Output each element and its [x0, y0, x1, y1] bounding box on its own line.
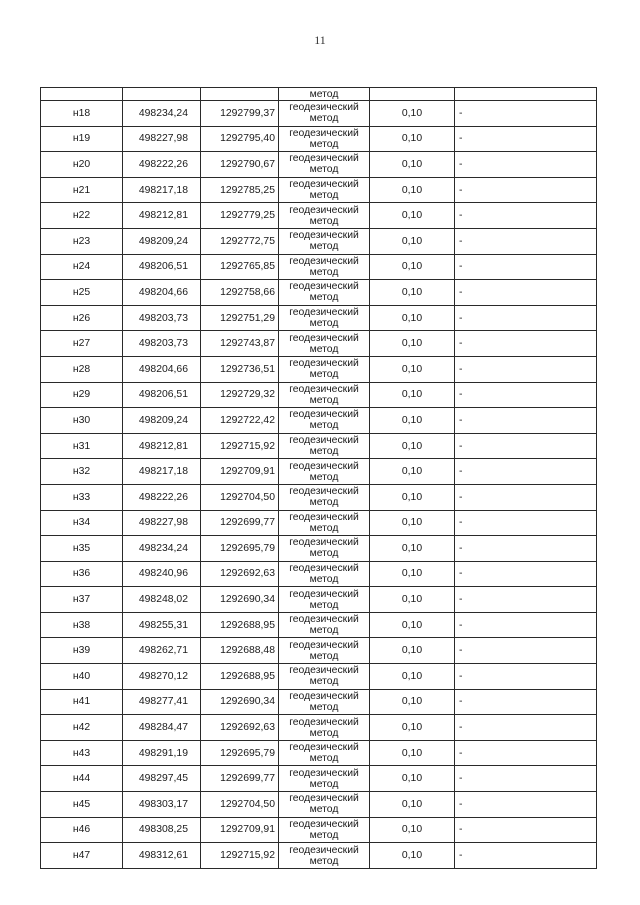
note-cell: -: [455, 459, 597, 485]
y-coordinate-cell: 1292765,85: [201, 254, 279, 280]
y-coordinate-cell: 1292709,91: [201, 459, 279, 485]
note-cell: -: [455, 484, 597, 510]
note-cell: -: [455, 638, 597, 664]
note-cell: -: [455, 715, 597, 741]
method-line-2: метод: [309, 420, 339, 432]
x-coordinate-cell: 498212,81: [123, 433, 201, 459]
method-line-1: геодезический: [289, 153, 359, 165]
method-line-2: метод: [309, 727, 339, 739]
method-line-2: метод: [309, 855, 339, 867]
method-cell: [279, 331, 370, 357]
y-coordinate-cell: 1292785,25: [201, 177, 279, 203]
y-coordinate-cell: 1292695,79: [201, 740, 279, 766]
table-row: [41, 280, 597, 306]
method-line-2: метод: [309, 190, 339, 202]
method-line-2: метод: [309, 241, 339, 253]
point-cell: н26: [41, 305, 123, 331]
table-row: [41, 817, 597, 843]
table-row: [41, 356, 597, 382]
point-cell: [41, 88, 123, 101]
method-line-1: геодезический: [289, 179, 359, 191]
y-coordinate-cell: 1292699,77: [201, 766, 279, 792]
error-cell: 0,10: [370, 152, 455, 178]
error-cell: 0,10: [370, 280, 455, 306]
y-coordinate-cell: 1292729,32: [201, 382, 279, 408]
method-line-2: метод: [309, 215, 339, 227]
table-row: [41, 228, 597, 254]
y-coordinate-cell: 1292688,95: [201, 664, 279, 690]
error-cell: 0,10: [370, 638, 455, 664]
method-cell: [279, 561, 370, 587]
note-cell: -: [455, 561, 597, 587]
note-cell: -: [455, 101, 597, 127]
method-cell: метод: [279, 88, 370, 101]
table-row: [41, 203, 597, 229]
error-cell: 0,10: [370, 612, 455, 638]
note-cell: -: [455, 408, 597, 434]
error-cell: 0,10: [370, 510, 455, 536]
error-cell: 0,10: [370, 817, 455, 843]
method-cell: [279, 536, 370, 562]
x-coordinate-cell: 498297,45: [123, 766, 201, 792]
error-cell: 0,10: [370, 228, 455, 254]
method-line-1: геодезический: [289, 716, 359, 728]
method-line-2: метод: [309, 599, 339, 611]
table-row: [41, 331, 597, 357]
note-cell: -: [455, 203, 597, 229]
method-cell: [279, 280, 370, 306]
table-row: [41, 638, 597, 664]
x-coordinate-cell: 498227,98: [123, 510, 201, 536]
note-cell: -: [455, 843, 597, 869]
method-cell: [279, 612, 370, 638]
x-coordinate-cell: 498212,81: [123, 203, 201, 229]
note-cell: -: [455, 356, 597, 382]
point-cell: н27: [41, 331, 123, 357]
table-row: [41, 612, 597, 638]
method-cell: [279, 433, 370, 459]
error-cell: 0,10: [370, 331, 455, 357]
table-row: [41, 766, 597, 792]
method-line-2: метод: [309, 522, 339, 534]
method-line-1: геодезический: [289, 307, 359, 319]
x-coordinate-cell: 498206,51: [123, 382, 201, 408]
method-cell: [279, 177, 370, 203]
point-cell: н39: [41, 638, 123, 664]
x-coordinate-cell: 498227,98: [123, 126, 201, 152]
y-coordinate-cell: 1292715,92: [201, 843, 279, 869]
table-row: [41, 561, 597, 587]
point-cell: н19: [41, 126, 123, 152]
table-row: [41, 459, 597, 485]
y-coordinate-cell: 1292772,75: [201, 228, 279, 254]
method-line-1: геодезический: [289, 230, 359, 242]
method-line-2: метод: [309, 369, 339, 381]
method-line-1: геодезический: [289, 281, 359, 293]
method-cell: [279, 817, 370, 843]
note-cell: -: [455, 510, 597, 536]
method-line-2: метод: [309, 446, 339, 458]
point-cell: н28: [41, 356, 123, 382]
table-row: [41, 689, 597, 715]
method-line-1: геодезический: [289, 793, 359, 805]
method-line-1: геодезический: [289, 639, 359, 651]
y-coordinate-cell: 1292799,37: [201, 101, 279, 127]
method-line-2: метод: [309, 292, 339, 304]
point-cell: н25: [41, 280, 123, 306]
method-cell: [279, 689, 370, 715]
y-coordinate-cell: [201, 88, 279, 101]
point-cell: н47: [41, 843, 123, 869]
y-coordinate-cell: 1292758,66: [201, 280, 279, 306]
method-line-1: геодезический: [289, 767, 359, 779]
y-coordinate-cell: 1292688,48: [201, 638, 279, 664]
y-coordinate-cell: 1292690,34: [201, 587, 279, 613]
x-coordinate-cell: 498217,18: [123, 459, 201, 485]
method-line-2: метод: [309, 804, 339, 816]
method-cell: [279, 305, 370, 331]
coordinates-table: [40, 87, 597, 869]
note-cell: -: [455, 228, 597, 254]
point-cell: н38: [41, 612, 123, 638]
method-line-1: геодезический: [289, 742, 359, 754]
method-cell: [279, 101, 370, 127]
x-coordinate-cell: 498277,41: [123, 689, 201, 715]
table-row: [41, 715, 597, 741]
error-cell: 0,10: [370, 740, 455, 766]
method-line-2: метод: [309, 394, 339, 406]
error-cell: 0,10: [370, 126, 455, 152]
method-line-1: геодезический: [289, 511, 359, 523]
method-cell: [279, 792, 370, 818]
method-line-2: метод: [309, 650, 339, 662]
y-coordinate-cell: 1292704,50: [201, 792, 279, 818]
note-cell: -: [455, 792, 597, 818]
error-cell: 0,10: [370, 792, 455, 818]
point-cell: н46: [41, 817, 123, 843]
note-cell: -: [455, 152, 597, 178]
method-cell: [279, 638, 370, 664]
x-coordinate-cell: 498203,73: [123, 331, 201, 357]
error-cell: 0,10: [370, 305, 455, 331]
error-cell: 0,10: [370, 843, 455, 869]
point-cell: н18: [41, 101, 123, 127]
method-cell: [279, 587, 370, 613]
error-cell: 0,10: [370, 766, 455, 792]
table-row: [41, 177, 597, 203]
x-coordinate-cell: 498291,19: [123, 740, 201, 766]
point-cell: н20: [41, 152, 123, 178]
method-line-2: метод: [309, 676, 339, 688]
table-row: [41, 152, 597, 178]
method-line-1: геодезический: [289, 460, 359, 472]
note-cell: -: [455, 664, 597, 690]
note-cell: -: [455, 433, 597, 459]
method-line-2: метод: [309, 318, 339, 330]
point-cell: н40: [41, 664, 123, 690]
point-cell: н41: [41, 689, 123, 715]
method-line-1: геодезический: [289, 486, 359, 498]
note-cell: -: [455, 817, 597, 843]
method-line-2: метод: [309, 573, 339, 585]
method-line-1: геодезический: [289, 562, 359, 574]
method-cell: [279, 408, 370, 434]
x-coordinate-cell: 498204,66: [123, 356, 201, 382]
method-line-2: метод: [309, 471, 339, 483]
error-cell: 0,10: [370, 536, 455, 562]
y-coordinate-cell: 1292692,63: [201, 561, 279, 587]
method-line-1: геодезический: [289, 844, 359, 856]
method-line-1: геодезический: [289, 127, 359, 139]
method-line-1: геодезический: [289, 255, 359, 267]
x-coordinate-cell: 498262,71: [123, 638, 201, 664]
point-cell: н33: [41, 484, 123, 510]
method-cell: [279, 382, 370, 408]
note-cell: -: [455, 740, 597, 766]
y-coordinate-cell: 1292722,42: [201, 408, 279, 434]
method-cell: [279, 126, 370, 152]
table-row: [41, 536, 597, 562]
error-cell: 0,10: [370, 664, 455, 690]
point-cell: н34: [41, 510, 123, 536]
table-row: [41, 484, 597, 510]
x-coordinate-cell: 498204,66: [123, 280, 201, 306]
table-row: [41, 126, 597, 152]
note-cell: -: [455, 689, 597, 715]
method-cell: [279, 740, 370, 766]
table-row: [41, 433, 597, 459]
method-cell: [279, 484, 370, 510]
x-coordinate-cell: 498308,25: [123, 817, 201, 843]
x-coordinate-cell: 498240,96: [123, 561, 201, 587]
method-line-1: геодезический: [289, 665, 359, 677]
y-coordinate-cell: 1292704,50: [201, 484, 279, 510]
error-cell: 0,10: [370, 587, 455, 613]
x-coordinate-cell: [123, 88, 201, 101]
note-cell: -: [455, 536, 597, 562]
method-line-2: метод: [309, 701, 339, 713]
note-cell: -: [455, 766, 597, 792]
table-row: [41, 587, 597, 613]
y-coordinate-cell: 1292688,95: [201, 612, 279, 638]
method-line-2: метод: [309, 497, 339, 509]
x-coordinate-cell: 498209,24: [123, 228, 201, 254]
table-row: [41, 740, 597, 766]
point-cell: н24: [41, 254, 123, 280]
method-line-1: геодезический: [289, 537, 359, 549]
note-cell: -: [455, 382, 597, 408]
x-coordinate-cell: 498234,24: [123, 536, 201, 562]
method-line-1: геодезический: [289, 818, 359, 830]
y-coordinate-cell: 1292699,77: [201, 510, 279, 536]
x-coordinate-cell: 498206,51: [123, 254, 201, 280]
method-line-1: геодезический: [289, 435, 359, 447]
method-line-2: метод: [309, 548, 339, 560]
method-line-2: метод: [309, 266, 339, 278]
table-row: [41, 510, 597, 536]
y-coordinate-cell: 1292790,67: [201, 152, 279, 178]
method-line-2: метод: [309, 778, 339, 790]
method-cell: [279, 459, 370, 485]
table-row: [41, 305, 597, 331]
point-cell: н23: [41, 228, 123, 254]
method-line-2: метод: [309, 829, 339, 841]
y-coordinate-cell: 1292751,29: [201, 305, 279, 331]
method-line-1: геодезический: [289, 690, 359, 702]
error-cell: 0,10: [370, 254, 455, 280]
note-cell: -: [455, 587, 597, 613]
point-cell: н43: [41, 740, 123, 766]
point-cell: н45: [41, 792, 123, 818]
point-cell: н30: [41, 408, 123, 434]
method-line-1: геодезический: [289, 358, 359, 370]
x-coordinate-cell: 498303,17: [123, 792, 201, 818]
method-cell: [279, 152, 370, 178]
method-line-1: геодезический: [289, 588, 359, 600]
note-cell: -: [455, 177, 597, 203]
x-coordinate-cell: 498234,24: [123, 101, 201, 127]
x-coordinate-cell: 498209,24: [123, 408, 201, 434]
x-coordinate-cell: 498222,26: [123, 484, 201, 510]
error-cell: 0,10: [370, 561, 455, 587]
table-row: [41, 664, 597, 690]
y-coordinate-cell: 1292743,87: [201, 331, 279, 357]
note-cell: -: [455, 254, 597, 280]
error-cell: 0,10: [370, 408, 455, 434]
method-line-2: метод: [309, 164, 339, 176]
error-cell: 0,10: [370, 689, 455, 715]
method-line-2: метод: [309, 625, 339, 637]
method-cell: [279, 254, 370, 280]
error-cell: 0,10: [370, 177, 455, 203]
method-line-1: геодезический: [289, 102, 359, 114]
note-cell: -: [455, 612, 597, 638]
point-cell: н22: [41, 203, 123, 229]
y-coordinate-cell: 1292795,40: [201, 126, 279, 152]
error-cell: 0,10: [370, 433, 455, 459]
y-coordinate-cell: 1292715,92: [201, 433, 279, 459]
point-cell: н36: [41, 561, 123, 587]
error-cell: 0,10: [370, 459, 455, 485]
method-cell: [279, 664, 370, 690]
note-cell: [455, 88, 597, 101]
y-coordinate-cell: 1292779,25: [201, 203, 279, 229]
table-row: [41, 843, 597, 869]
point-cell: н29: [41, 382, 123, 408]
method-cell: [279, 228, 370, 254]
method-cell: [279, 510, 370, 536]
y-coordinate-cell: 1292690,34: [201, 689, 279, 715]
y-coordinate-cell: 1292692,63: [201, 715, 279, 741]
error-cell: [370, 88, 455, 101]
x-coordinate-cell: 498270,12: [123, 664, 201, 690]
method-line-1: геодезический: [289, 332, 359, 344]
y-coordinate-cell: 1292695,79: [201, 536, 279, 562]
table-row: [41, 101, 597, 127]
method-line-1: геодезический: [289, 409, 359, 421]
note-cell: -: [455, 331, 597, 357]
x-coordinate-cell: 498255,31: [123, 612, 201, 638]
method-cell: [279, 843, 370, 869]
method-line-1: геодезический: [289, 383, 359, 395]
method-cell: [279, 356, 370, 382]
x-coordinate-cell: 498203,73: [123, 305, 201, 331]
error-cell: 0,10: [370, 356, 455, 382]
x-coordinate-cell: 498217,18: [123, 177, 201, 203]
page-number: 11: [314, 33, 326, 47]
point-cell: н31: [41, 433, 123, 459]
method-cell: [279, 715, 370, 741]
x-coordinate-cell: 498248,02: [123, 587, 201, 613]
error-cell: 0,10: [370, 101, 455, 127]
point-cell: н44: [41, 766, 123, 792]
point-cell: н35: [41, 536, 123, 562]
y-coordinate-cell: 1292709,91: [201, 817, 279, 843]
method-cell: [279, 203, 370, 229]
table-row: [41, 792, 597, 818]
table-row: [41, 382, 597, 408]
method-line-1: геодезический: [289, 614, 359, 626]
point-cell: н42: [41, 715, 123, 741]
error-cell: 0,10: [370, 715, 455, 741]
table-row: [41, 408, 597, 434]
table-row-continuation: [41, 88, 597, 101]
method-cell: [279, 766, 370, 792]
note-cell: -: [455, 126, 597, 152]
point-cell: н21: [41, 177, 123, 203]
error-cell: 0,10: [370, 484, 455, 510]
method-line-2: метод: [309, 753, 339, 765]
method-line-2: метод: [309, 343, 339, 355]
x-coordinate-cell: 498222,26: [123, 152, 201, 178]
method-line-2: метод: [309, 138, 339, 150]
method-line-2: метод: [309, 113, 339, 125]
point-cell: н32: [41, 459, 123, 485]
method-line-1: геодезический: [289, 204, 359, 216]
note-cell: -: [455, 280, 597, 306]
note-cell: -: [455, 305, 597, 331]
point-cell: н37: [41, 587, 123, 613]
x-coordinate-cell: 498312,61: [123, 843, 201, 869]
error-cell: 0,10: [370, 203, 455, 229]
error-cell: 0,10: [370, 382, 455, 408]
x-coordinate-cell: 498284,47: [123, 715, 201, 741]
table-row: [41, 254, 597, 280]
y-coordinate-cell: 1292736,51: [201, 356, 279, 382]
